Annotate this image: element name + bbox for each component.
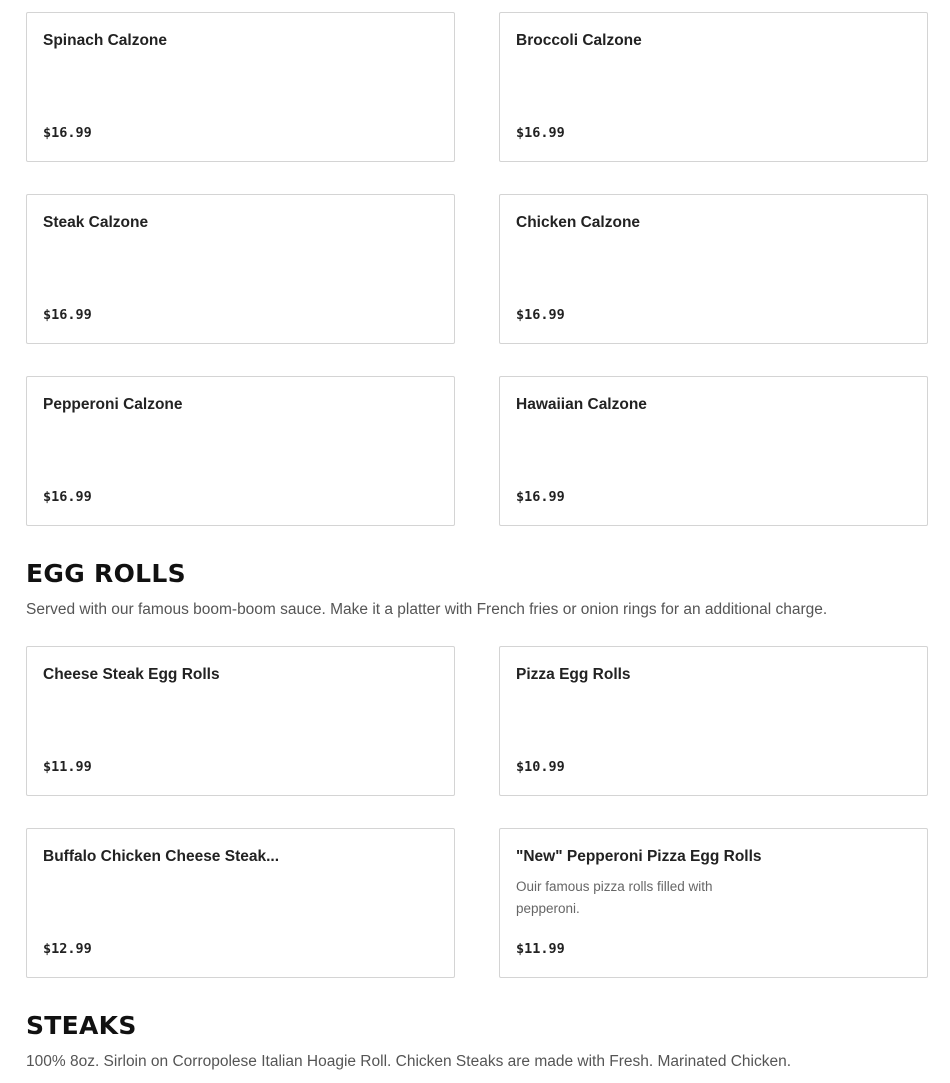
section-title-egg-rolls: EGG ROLLS <box>26 559 186 588</box>
menu-item-description: Ouir famous pizza rolls filled with pepperoni. <box>516 879 713 916</box>
menu-item-name: Spinach Calzone <box>43 32 168 49</box>
menu-item-name: Hawaiian Calzone <box>516 396 647 413</box>
menu-item-price: $12.99 <box>43 941 92 957</box>
egg-roll-items-grid <box>26 646 928 978</box>
menu-item-price: $16.99 <box>43 125 92 141</box>
menu-item-card[interactable] <box>499 828 928 978</box>
menu-item-card[interactable] <box>26 828 455 978</box>
menu-item-card[interactable] <box>499 376 928 526</box>
menu-item-name: Broccoli Calzone <box>516 32 642 49</box>
menu-item-name: Steak Calzone <box>43 214 149 231</box>
section-description-egg-rolls: Served with our famous boom-boom sauce. Make it a platter with French fries or onion rings for an additional charge. <box>26 601 828 618</box>
menu-item-price: $11.99 <box>516 941 565 957</box>
menu-item-price: $16.99 <box>516 489 565 505</box>
menu-item-card[interactable] <box>26 376 455 526</box>
menu-item-price: $10.99 <box>516 759 565 775</box>
menu-item-card[interactable] <box>26 12 455 162</box>
menu-item-card[interactable] <box>499 12 928 162</box>
menu-item-price: $16.99 <box>516 125 565 141</box>
menu-item-card[interactable] <box>26 194 455 344</box>
section-title-steaks: STEAKS <box>26 1011 137 1040</box>
menu-item-card[interactable] <box>499 646 928 796</box>
menu-item-name: Pepperoni Calzone <box>43 396 183 413</box>
menu-item-name: Pizza Egg Rolls <box>516 666 631 683</box>
menu-item-name: "New" Pepperoni Pizza Egg Rolls <box>516 848 762 865</box>
menu-item-price: $16.99 <box>43 489 92 505</box>
menu-item-price: $16.99 <box>516 307 565 323</box>
menu-item-name: Cheese Steak Egg Rolls <box>43 666 220 683</box>
menu-item-name: Buffalo Chicken Cheese Steak... <box>43 848 280 865</box>
menu-item-price: $16.99 <box>43 307 92 323</box>
menu-item-card[interactable] <box>499 194 928 344</box>
menu-item-price: $11.99 <box>43 759 92 775</box>
menu-item-card[interactable] <box>26 646 455 796</box>
section-description-steaks: 100% 8oz. Sirloin on Corropolese Italian Hoagie Roll. Chicken Steaks are made with Fresh. Marinated Chicken. <box>26 1053 792 1070</box>
calzone-items-grid <box>26 12 928 526</box>
menu-item-name: Chicken Calzone <box>516 214 641 231</box>
